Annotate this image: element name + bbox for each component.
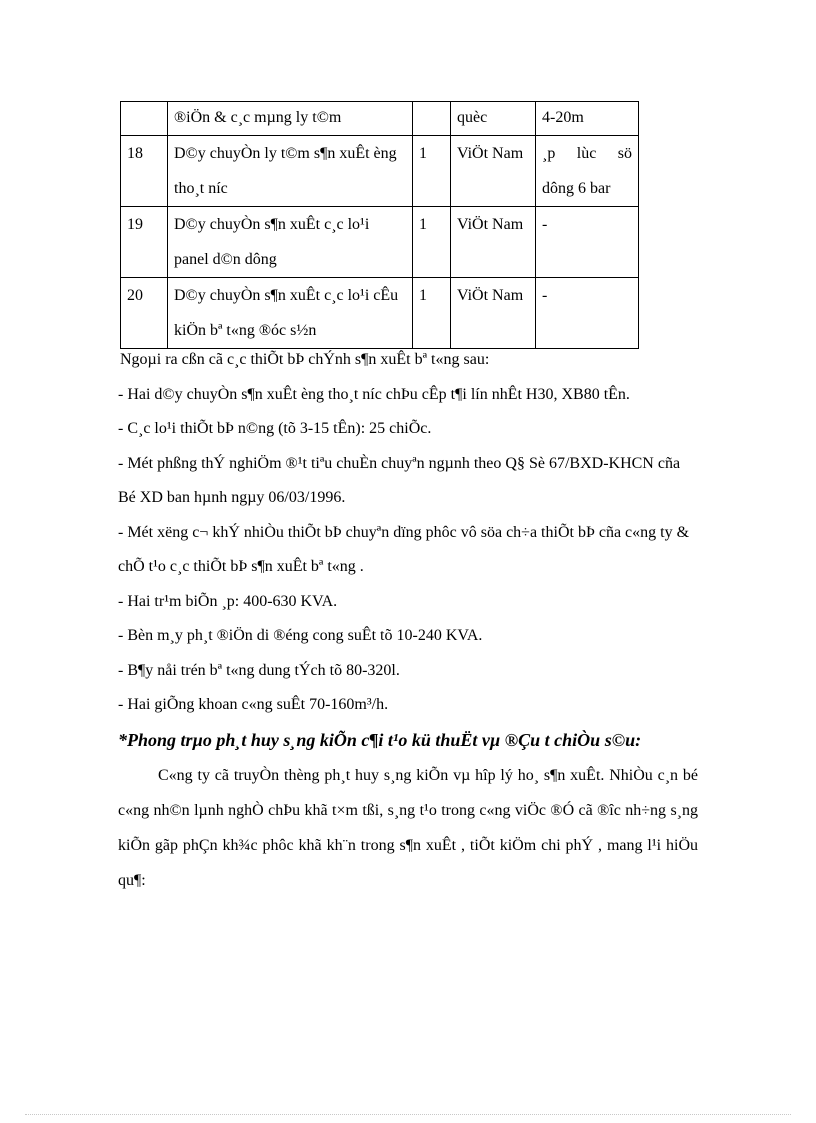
table-cell-qty: 1: [413, 136, 451, 207]
list-item: - C¸c lo¹i thiÕt bÞ n©ng (tõ 3-15 tÊn): 25 chiÕc.: [118, 420, 432, 437]
table-cell-origin: ViÖt Nam: [451, 278, 536, 349]
table-cell-qty: [413, 102, 451, 136]
table-cell-name: D©y chuyÒn ly t©m s¶n xuÊt èng tho¸t níc: [168, 136, 413, 207]
body-paragraph: C«ng ty cã truyÒn thèng ph¸t huy s¸ng kiÕn vµ hîp lý ho¸ s¶n xuÊt. NhiÒu c¸n bé c«ng nh©n lµnh nghÒ chÞu khã t×m tßi, s¸ng t¹o trong c«ng viÖc ®Ó cã ®îc nh÷ng s¸ng kiÕn gãp phÇn kh¾c phôc khã kh¨n trong s¶n xuÊt , tiÕt kiÖm chi phÝ , mang l¹i hiÖu qu¶:: [118, 766, 698, 889]
list-item: - Mét phßng thÝ nghiÖm ®¹t tiªu chuÈn chuyªn ngµnh theo Q§ Sè 67/BXD-KHCN cña Bé XD ban hµnh ngµy 06/03/1996.: [118, 454, 681, 506]
table-cell-note: ¸p lùc sö dông 6 bar: [536, 136, 639, 207]
table-cell-note: 4-20m: [536, 102, 639, 136]
table-cell-no: 18: [121, 136, 168, 207]
table-cell-name: D©y chuyÒn s¶n xuÊt c¸c lo¹i cÊu kiÖn bª t«ng ®óc s½n: [168, 278, 413, 349]
table-cell-qty: 1: [413, 278, 451, 349]
table-row: [121, 136, 639, 207]
list-item: - Hai d©y chuyÒn s¶n xuÊt èng tho¸t níc chÞu cÊp t¶i lín nhÊt H30, XB80 tÊn.: [118, 385, 630, 403]
section-heading: *Phong trµo ph¸t huy s¸ng kiÕn c¶i t¹o kü thuËt vµ ®Çu t chiÒu s©u:: [118, 729, 642, 750]
table-cell-name: ®iÖn & c¸c mµng ly t©m: [168, 102, 413, 136]
intro-line: Ngoµi ra cßn cã c¸c thiÕt bÞ chÝnh s¶n xuÊt bª t«ng sau:: [120, 351, 490, 368]
table-cell-qty: 1: [413, 207, 451, 278]
table-cell-origin: quèc: [451, 102, 536, 136]
table-cell-origin: ViÖt Nam: [451, 207, 536, 278]
table-cell-note: -: [536, 207, 639, 278]
table-cell-origin: ViÖt Nam: [451, 136, 536, 207]
equipment-table: [120, 101, 639, 349]
page-bottom-rule: [25, 1114, 791, 1115]
list-item: - B¶y nåi trén bª t«ng dung tÝch tõ 80-320l.: [118, 661, 400, 679]
table-cell-no: [121, 102, 168, 136]
table-row: [121, 278, 639, 349]
list-item: - Mét xëng c¬ khÝ nhiÒu thiÕt bÞ chuyªn dïng phôc vô söa ch÷a thiÕt bÞ cña c«ng ty & chÕ t¹o c¸c thiÕt bÞ s¶n xuÊt bª t«ng .: [118, 523, 690, 575]
list-item: - Bèn m¸y ph¸t ®iÖn di ®éng cong suÊt tõ 10-240 KVA.: [118, 627, 483, 644]
table-cell-no: 20: [121, 278, 168, 349]
table-row: [121, 102, 639, 136]
list-item: - Hai giÕng khoan c«ng suÊt 70-160m³/h.: [118, 696, 389, 713]
table-row: [121, 207, 639, 278]
table-cell-note: -: [536, 278, 639, 349]
document-body: [118, 343, 698, 898]
table-cell-no: 19: [121, 207, 168, 278]
table-cell-name: D©y chuyÒn s¶n xuÊt c¸c lo¹i panel d©n dông: [168, 207, 413, 278]
list-item: - Hai tr¹m biÕn ¸p: 400-630 KVA.: [118, 592, 338, 610]
